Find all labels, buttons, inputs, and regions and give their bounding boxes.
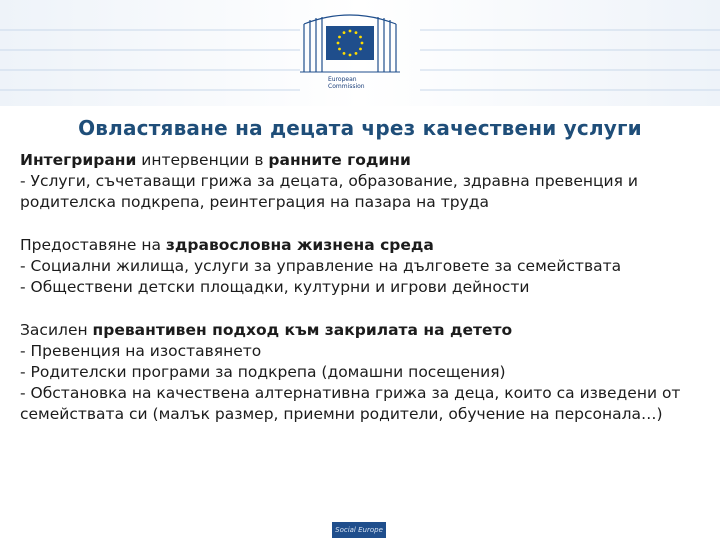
- heading-text: Предоставяне на: [20, 236, 166, 254]
- heading-text: Засилен: [20, 321, 93, 339]
- bullet-line: - Обществени детски площадки, културни и игрови дейности: [20, 278, 530, 296]
- spacer: [20, 213, 708, 235]
- page-title: Овластяване на децата чрез качествени услуги: [78, 116, 642, 140]
- logo-line2: Commission: [328, 83, 365, 90]
- bullet-line: - Обстановка на качествена алтернативна грижа за деца, които са изведени от семействата си (малък размер, приемни родители, обучение на персонала…): [20, 384, 681, 423]
- bullet-line: - Превенция на изоставянето: [20, 342, 262, 360]
- heading-bold: ранните години: [268, 151, 411, 169]
- block-heading: [20, 320, 708, 341]
- heading-bold: здравословна жизнена среда: [165, 236, 434, 254]
- block-heading: [20, 150, 708, 171]
- logo-line1: European: [328, 76, 357, 83]
- heading-text: интервенции в: [136, 151, 269, 169]
- content-body: [20, 150, 708, 425]
- heading-bold: Интегрирани: [20, 151, 137, 169]
- header: [0, 0, 720, 106]
- heading-bold: превантивен подход към закрилата на детето: [92, 321, 513, 339]
- social-europe-badge: Social Europe: [332, 522, 386, 538]
- logo-text: [328, 76, 365, 90]
- block-heading: [20, 235, 708, 256]
- bullet-line: - Услуги, съчетаващи грижа за децата, образование, здравна превенция и родителска подкрепа, реинтеграция на пазара на труда: [20, 172, 638, 211]
- bullet-line: - Социални жилища, услуги за управление на дълговете за семействата: [20, 257, 622, 275]
- bullet-line: - Родителски програми за подкрепа (домашни посещения): [20, 363, 506, 381]
- spacer: [20, 298, 708, 320]
